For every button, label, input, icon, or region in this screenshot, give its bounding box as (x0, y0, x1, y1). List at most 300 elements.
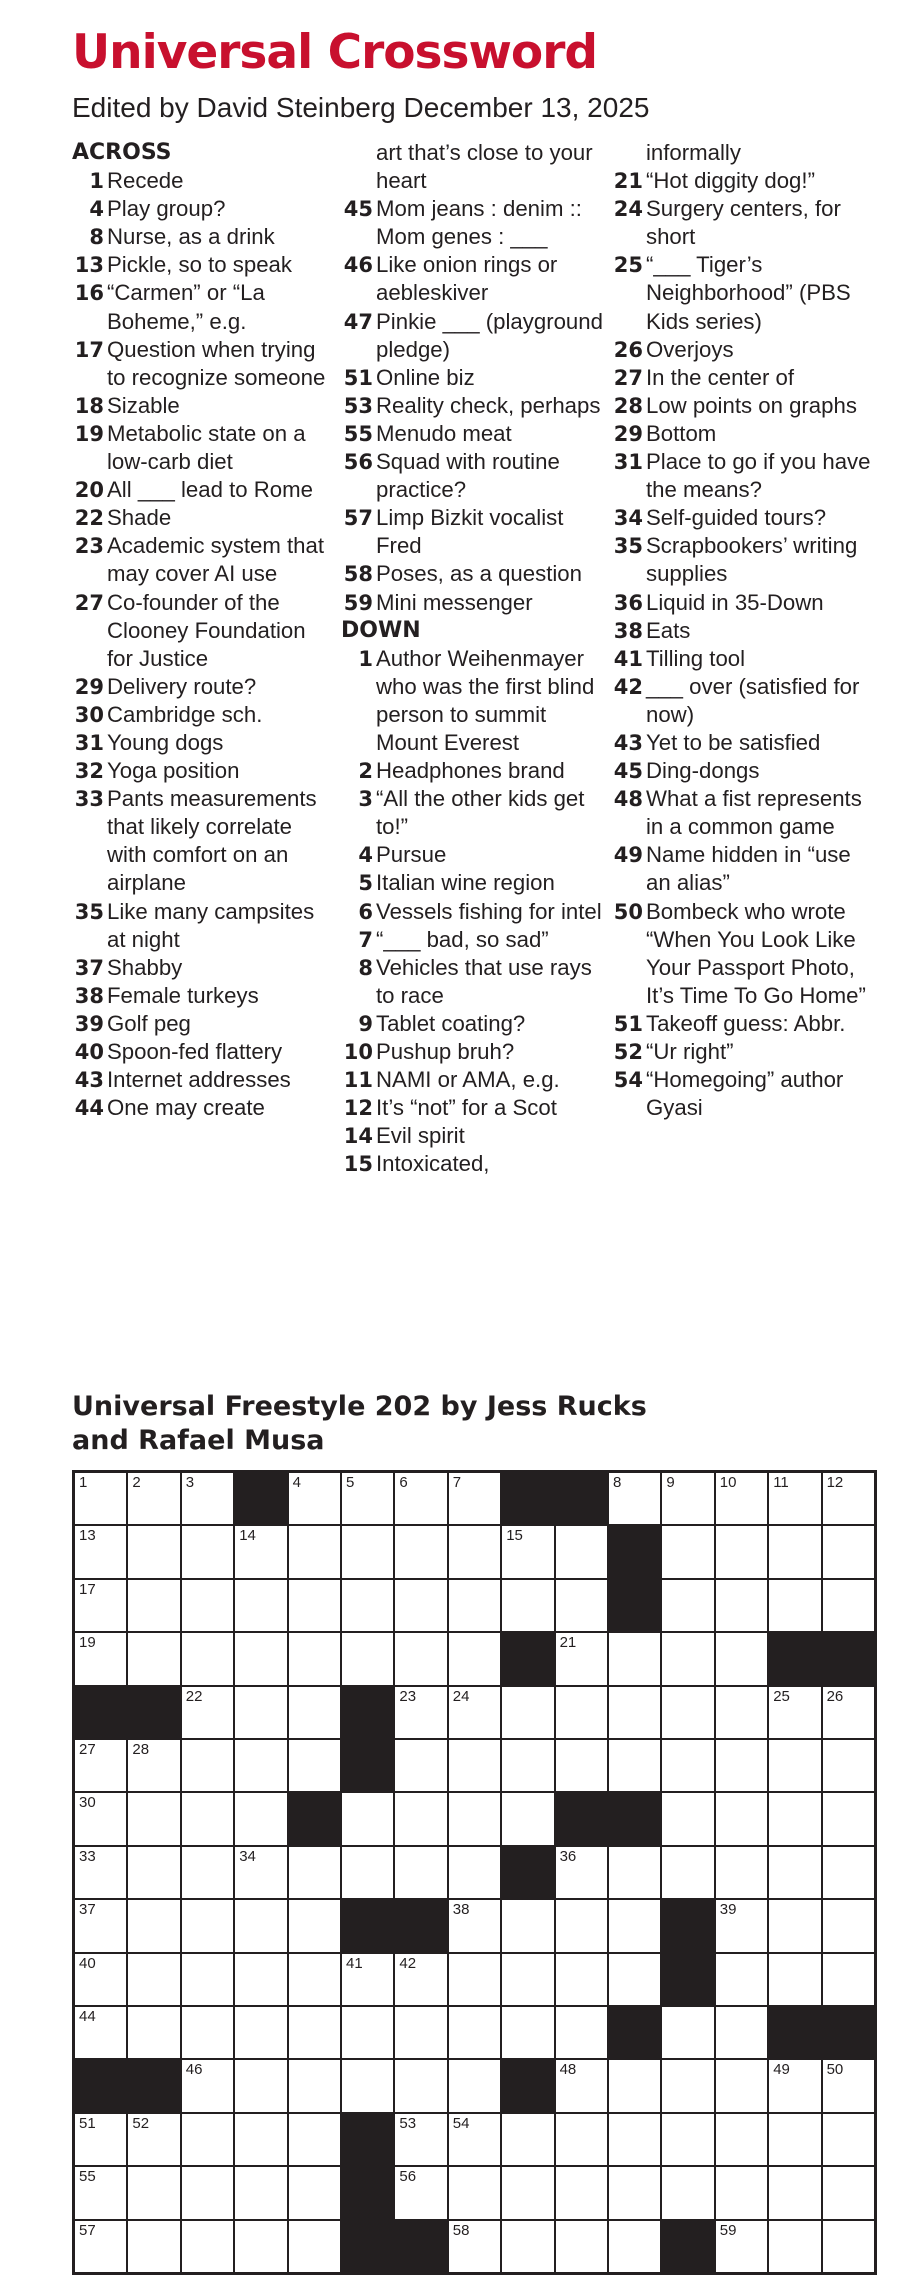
grid-block (128, 1687, 179, 1738)
grid-cell[interactable] (235, 2221, 286, 2272)
grid-cell[interactable] (716, 2007, 767, 2058)
grid-cell[interactable] (502, 2221, 553, 2272)
grid-cell[interactable] (395, 1687, 446, 1738)
grid-cell[interactable] (235, 2114, 286, 2165)
clue (611, 364, 873, 392)
grid-block (342, 1687, 393, 1738)
grid-cell[interactable] (75, 1740, 126, 1791)
clue (341, 195, 603, 251)
grid-cell[interactable] (609, 1954, 660, 2005)
grid-block (342, 1740, 393, 1791)
grid-cell[interactable] (289, 1847, 340, 1898)
grid-cell[interactable] (556, 2221, 607, 2272)
grid-cell[interactable] (769, 1900, 820, 1951)
grid-cell[interactable] (235, 1580, 286, 1631)
clue-number: 58 (343, 562, 373, 587)
grid-cell[interactable] (75, 1847, 126, 1898)
clue-number: 48 (613, 787, 643, 812)
grid-block (556, 1473, 607, 1524)
grid-cell[interactable] (609, 1687, 660, 1738)
grid-cell[interactable] (449, 1473, 500, 1524)
clue (72, 504, 334, 532)
clue-number: 4 (89, 197, 104, 222)
grid-cell-number: 39 (719, 1901, 737, 1919)
grid-cell[interactable] (182, 1900, 233, 1951)
grid-cell[interactable] (289, 2114, 340, 2165)
clue (72, 532, 334, 588)
grid-cell[interactable] (235, 1793, 286, 1844)
grid-cell[interactable] (235, 1847, 286, 1898)
grid-cell-number: 9 (666, 1474, 675, 1491)
clue-number: 8 (89, 225, 104, 250)
grid-cell[interactable] (662, 2007, 713, 2058)
grid-cell[interactable] (128, 1900, 179, 1951)
grid-block (395, 1900, 446, 1951)
grid-cell[interactable] (556, 1900, 607, 1951)
grid-cell[interactable] (449, 1687, 500, 1738)
grid-cell[interactable] (289, 2060, 340, 2111)
grid-cell-number: 34 (239, 1847, 256, 1865)
grid-cell[interactable] (342, 1793, 393, 1844)
grid-cell[interactable] (235, 1526, 286, 1577)
grid-cell[interactable] (182, 1847, 233, 1898)
clue-number: 25 (613, 253, 643, 278)
grid-cell-number: 57 (79, 2221, 96, 2239)
clue-text: “___ Tiger’s Neighborhood” (PBS Kids series) (646, 252, 851, 334)
grid-cell[interactable] (235, 2167, 286, 2218)
grid-cell[interactable] (289, 1526, 340, 1577)
clue-number: 46 (343, 253, 373, 278)
grid-cell[interactable] (609, 1847, 660, 1898)
grid-cell[interactable] (823, 1473, 874, 1524)
clue-number: 43 (613, 730, 643, 755)
grid-cell[interactable] (449, 2060, 500, 2111)
clue (611, 645, 873, 673)
grid-block (823, 1633, 874, 1684)
grid-cell[interactable] (769, 2221, 820, 2272)
clue (72, 167, 334, 195)
grid-cell[interactable] (395, 2060, 446, 2111)
grid-cell[interactable] (556, 1740, 607, 1791)
grid-cell[interactable] (342, 1526, 393, 1577)
grid-cell[interactable] (502, 1526, 553, 1577)
grid-cell[interactable] (342, 1954, 393, 2005)
grid-cell[interactable] (449, 1526, 500, 1577)
grid-cell[interactable] (395, 1954, 446, 2005)
grid-cell[interactable] (289, 2221, 340, 2272)
grid-cell[interactable] (449, 2007, 500, 2058)
grid-cell[interactable] (609, 1473, 660, 1524)
grid-cell[interactable] (609, 2114, 660, 2165)
clue-text: Question when trying to recognize someone (107, 336, 326, 390)
grid-cell[interactable] (449, 2114, 500, 2165)
grid-cell[interactable] (716, 1526, 767, 1577)
grid-cell[interactable] (395, 1580, 446, 1631)
grid-cell[interactable] (182, 2221, 233, 2272)
clue-column-2 (341, 139, 603, 1178)
clue-text: All ___ lead to Rome (107, 477, 313, 503)
grid-cell[interactable] (395, 1633, 446, 1684)
grid-cell[interactable] (289, 1687, 340, 1738)
clue-number: 28 (613, 393, 643, 418)
grid-cell[interactable] (662, 1473, 713, 1524)
grid-cell[interactable] (449, 1847, 500, 1898)
grid-cell[interactable] (342, 1633, 393, 1684)
clue-text: Like many campsites at night (107, 898, 315, 952)
grid-cell[interactable] (769, 2114, 820, 2165)
clue-text: Pants measurements that likely correlate with comfort on an airplane (107, 786, 317, 896)
clue (72, 476, 334, 504)
grid-cell[interactable] (128, 1954, 179, 2005)
grid-cell[interactable] (235, 1740, 286, 1791)
grid-cell[interactable] (716, 2060, 767, 2111)
clue-text: Co-founder of the Clooney Foundation for Justice (107, 589, 306, 671)
clue (72, 1038, 334, 1066)
grid-cell[interactable] (75, 1580, 126, 1631)
grid-cell-number: 10 (719, 1474, 737, 1491)
clue-text: Pursue (376, 842, 447, 868)
grid-cell[interactable] (449, 2167, 500, 2218)
grid-cell[interactable] (395, 1473, 446, 1524)
grid-cell[interactable] (289, 1740, 340, 1791)
grid-cell[interactable] (502, 1900, 553, 1951)
clue-text: Internet addresses (107, 1067, 291, 1093)
grid-cell[interactable] (235, 2060, 286, 2111)
grid-cell-number: 14 (239, 1527, 256, 1545)
grid-cell[interactable] (823, 2060, 874, 2111)
grid-cell[interactable] (823, 2167, 874, 2218)
grid-cell[interactable] (342, 2007, 393, 2058)
clue (341, 589, 603, 617)
grid-cell-number: 42 (399, 1954, 417, 1972)
grid-cell[interactable] (823, 2221, 874, 2272)
grid-cell[interactable] (662, 2167, 713, 2218)
clue (341, 785, 603, 841)
grid-cell[interactable] (716, 1633, 767, 1684)
grid-cell[interactable] (75, 1954, 126, 2005)
grid-cell[interactable] (235, 1900, 286, 1951)
grid-cell[interactable] (128, 2221, 179, 2272)
clue-number: 17 (74, 337, 104, 362)
grid-cell[interactable] (128, 2114, 179, 2165)
grid-cell[interactable] (128, 1740, 179, 1791)
clue-number: 30 (74, 702, 104, 727)
grid-cell[interactable] (289, 2007, 340, 2058)
clue (72, 982, 334, 1010)
grid-cell[interactable] (716, 2114, 767, 2165)
grid-cell[interactable] (609, 2167, 660, 2218)
grid-cell[interactable] (128, 2167, 179, 2218)
grid-cell[interactable] (823, 2114, 874, 2165)
grid-cell-number: 55 (79, 2168, 96, 2186)
grid-cell[interactable] (502, 1580, 553, 1631)
grid-cell[interactable] (502, 1793, 553, 1844)
grid-cell[interactable] (662, 1526, 713, 1577)
grid-cell-number: 12 (826, 1474, 844, 1491)
grid-cell[interactable] (609, 2221, 660, 2272)
grid-cell[interactable] (769, 1473, 820, 1524)
clue-text: Sizable (107, 392, 180, 418)
grid-cell[interactable] (235, 1954, 286, 2005)
grid-cell-number: 40 (79, 1954, 96, 1972)
grid-cell[interactable] (395, 2114, 446, 2165)
grid-cell-number: 6 (399, 1474, 408, 1491)
grid-cell[interactable] (75, 2221, 126, 2272)
grid-cell[interactable] (75, 1900, 126, 1951)
grid-cell[interactable] (502, 1740, 553, 1791)
grid-cell[interactable] (449, 1580, 500, 1631)
clue-number: 31 (613, 450, 643, 475)
grid-cell[interactable] (449, 1740, 500, 1791)
grid-cell[interactable] (556, 1633, 607, 1684)
grid-cell[interactable] (823, 1687, 874, 1738)
clue-text: “Ur right” (646, 1039, 734, 1064)
grid-cell[interactable] (662, 1740, 713, 1791)
grid-cell[interactable] (395, 1793, 446, 1844)
grid-cell[interactable] (449, 1954, 500, 2005)
grid-cell[interactable] (289, 2167, 340, 2218)
grid-cell[interactable] (823, 1526, 874, 1577)
grid-cell[interactable] (235, 1633, 286, 1684)
clue (611, 195, 873, 251)
grid-cell[interactable] (556, 1580, 607, 1631)
grid-cell[interactable] (128, 1473, 179, 1524)
grid-cell[interactable] (128, 1847, 179, 1898)
clue (72, 223, 334, 251)
grid-cell-number: 3 (185, 1474, 195, 1491)
clue-number: 51 (613, 1011, 643, 1036)
grid-cell[interactable] (289, 1473, 340, 1524)
grid-cell[interactable] (182, 2060, 233, 2111)
grid-cell-number: 38 (452, 1901, 470, 1919)
grid-cell[interactable] (182, 2114, 233, 2165)
clue (341, 251, 603, 307)
grid-cell[interactable] (502, 2007, 553, 2058)
clue (611, 785, 873, 841)
grid-cell[interactable] (395, 2007, 446, 2058)
grid-cell[interactable] (769, 1687, 820, 1738)
grid-cell[interactable] (662, 1580, 713, 1631)
grid-cell[interactable] (182, 1954, 233, 2005)
grid-cell[interactable] (556, 1526, 607, 1577)
clue (611, 1066, 873, 1122)
grid-cell[interactable] (769, 1740, 820, 1791)
grid-cell[interactable] (716, 1740, 767, 1791)
clue-text: Limp Bizkit vocalist Fred (376, 505, 564, 559)
grid-cell[interactable] (556, 1687, 607, 1738)
grid-cell[interactable] (182, 1526, 233, 1577)
clue-text: Place to go if you have the means? (646, 449, 871, 503)
grid-cell-number: 22 (185, 1687, 203, 1705)
grid-cell[interactable] (769, 1580, 820, 1631)
grid-block (609, 1793, 660, 1844)
clue-number: 27 (74, 590, 104, 615)
clue-text: Metabolic state on a low-carb diet (107, 420, 306, 475)
grid-cell[interactable] (235, 2007, 286, 2058)
grid-cell[interactable] (556, 1954, 607, 2005)
grid-cell[interactable] (556, 2167, 607, 2218)
grid-cell[interactable] (823, 1847, 874, 1898)
grid-cell[interactable] (289, 1580, 340, 1631)
grid-cell[interactable] (128, 1633, 179, 1684)
grid-cell[interactable] (769, 2167, 820, 2218)
grid-cell[interactable] (182, 1633, 233, 1684)
clue (72, 1010, 334, 1038)
grid-cell[interactable] (556, 2060, 607, 2111)
grid-block (769, 1633, 820, 1684)
grid-cell[interactable] (182, 2007, 233, 2058)
grid-cell[interactable] (823, 1740, 874, 1791)
grid-cell[interactable] (502, 1954, 553, 2005)
grid-cell[interactable] (182, 1687, 233, 1738)
clue (611, 336, 873, 364)
clue-text: “Carmen” or “La Boheme,” e.g. (107, 280, 265, 334)
grid-cell[interactable] (342, 2060, 393, 2111)
grid-cell[interactable] (609, 1900, 660, 1951)
grid-cell-number: 48 (559, 2061, 577, 2079)
grid-cell[interactable] (75, 2007, 126, 2058)
clue-number: 39 (74, 1011, 104, 1036)
grid-cell[interactable] (823, 1793, 874, 1844)
grid-cell[interactable] (769, 1526, 820, 1577)
grid-cell[interactable] (823, 1580, 874, 1631)
clue-number: 40 (74, 1040, 104, 1064)
clue (72, 673, 334, 701)
clue-text: “Homegoing” author Gyasi (646, 1067, 844, 1121)
grid-cell[interactable] (342, 1473, 393, 1524)
clue-continuation (611, 139, 873, 167)
clue (611, 757, 873, 785)
grid-cell[interactable] (769, 1954, 820, 2005)
grid-cell[interactable] (716, 2221, 767, 2272)
grid-cell[interactable] (342, 1847, 393, 1898)
grid-cell[interactable] (716, 1580, 767, 1631)
grid-cell[interactable] (395, 2167, 446, 2218)
clue-text: Bottom (646, 420, 717, 446)
page-title: Universal Crossword (72, 25, 598, 80)
clue-number: 47 (343, 309, 373, 334)
grid-block (609, 1580, 660, 1631)
grid-cell[interactable] (716, 1954, 767, 2005)
clue-text: Yet to be satisfied (646, 729, 821, 755)
grid-cell[interactable] (128, 1793, 179, 1844)
grid-cell[interactable] (716, 1900, 767, 1951)
grid-cell[interactable] (289, 1954, 340, 2005)
grid-cell[interactable] (502, 2114, 553, 2165)
grid-cell[interactable] (182, 2167, 233, 2218)
clue-text: Scrapbookers’ writing supplies (646, 533, 858, 587)
grid-cell[interactable] (75, 1473, 126, 1524)
grid-cell[interactable] (395, 1740, 446, 1791)
clue-section-heading: ACROSS (72, 140, 172, 165)
grid-cell[interactable] (716, 1793, 767, 1844)
grid-cell[interactable] (769, 1847, 820, 1898)
grid-cell[interactable] (662, 1847, 713, 1898)
grid-cell[interactable] (395, 1847, 446, 1898)
grid-cell[interactable] (182, 1473, 233, 1524)
grid-cell-number: 46 (185, 2061, 203, 2079)
grid-cell[interactable] (823, 1954, 874, 2005)
grid-cell[interactable] (75, 2167, 126, 2218)
clue-number: 4 (358, 843, 373, 868)
clue-number: 29 (613, 421, 643, 446)
grid-cell[interactable] (662, 1687, 713, 1738)
grid-cell[interactable] (128, 2007, 179, 2058)
grid-cell[interactable] (449, 2221, 500, 2272)
clue-number: 1 (89, 169, 104, 194)
grid-cell-number: 59 (719, 2221, 737, 2239)
grid-cell[interactable] (182, 1793, 233, 1844)
grid-block (662, 1954, 713, 2005)
clue (611, 448, 873, 504)
grid-cell[interactable] (75, 1526, 126, 1577)
grid-cell[interactable] (609, 1740, 660, 1791)
clue-text: Golf peg (107, 1010, 191, 1036)
grid-cell[interactable] (75, 1793, 126, 1844)
grid-cell[interactable] (823, 1900, 874, 1951)
grid-cell[interactable] (502, 2167, 553, 2218)
clue-text: Takeoff guess: Abbr. (646, 1010, 846, 1036)
clue-number: 14 (343, 1124, 373, 1149)
grid-cell[interactable] (235, 1687, 286, 1738)
grid-cell[interactable] (449, 1900, 500, 1951)
grid-cell[interactable] (662, 1793, 713, 1844)
grid-cell[interactable] (716, 2167, 767, 2218)
clue (341, 1038, 603, 1066)
grid-cell[interactable] (662, 1633, 713, 1684)
grid-cell[interactable] (556, 2007, 607, 2058)
grid-cell[interactable] (342, 1580, 393, 1631)
clue (611, 532, 873, 588)
clue-number: 2 (358, 759, 373, 784)
grid-cell[interactable] (716, 1847, 767, 1898)
grid-cell-number: 52 (132, 2114, 150, 2132)
grid-cell[interactable] (502, 1687, 553, 1738)
clue (72, 420, 334, 476)
grid-cell[interactable] (769, 1793, 820, 1844)
grid-cell[interactable] (289, 1900, 340, 1951)
clue-text: Academic system that may cover AI use (107, 533, 325, 587)
grid-cell[interactable] (662, 2060, 713, 2111)
grid-cell[interactable] (128, 1580, 179, 1631)
grid-cell[interactable] (716, 1687, 767, 1738)
grid-cell-number: 23 (399, 1687, 417, 1705)
grid-cell[interactable] (182, 1580, 233, 1631)
grid-cell[interactable] (128, 1526, 179, 1577)
grid-cell-number: 36 (559, 1847, 577, 1865)
clue-text: One may create (107, 1095, 265, 1121)
clue-text: Author Weihenmayer who was the first blind person to summit Mount Everest (376, 645, 595, 755)
grid-cell[interactable] (289, 1633, 340, 1684)
grid-cell[interactable] (449, 1633, 500, 1684)
grid-cell[interactable] (75, 1633, 126, 1684)
grid-cell[interactable] (182, 1740, 233, 1791)
grid-cell[interactable] (395, 1526, 446, 1577)
grid-cell[interactable] (449, 1793, 500, 1844)
grid-cell[interactable] (609, 1633, 660, 1684)
clue-text: Low points on graphs (646, 392, 857, 418)
grid-cell[interactable] (769, 2060, 820, 2111)
grid-cell[interactable] (556, 1847, 607, 1898)
grid-cell-number: 30 (79, 1794, 96, 1812)
clue (72, 898, 334, 954)
grid-cell[interactable] (556, 2114, 607, 2165)
grid-cell[interactable] (662, 2114, 713, 2165)
grid-cell[interactable] (609, 2060, 660, 2111)
grid-cell[interactable] (75, 2114, 126, 2165)
grid-cell[interactable] (716, 1473, 767, 1524)
clue (72, 392, 334, 420)
